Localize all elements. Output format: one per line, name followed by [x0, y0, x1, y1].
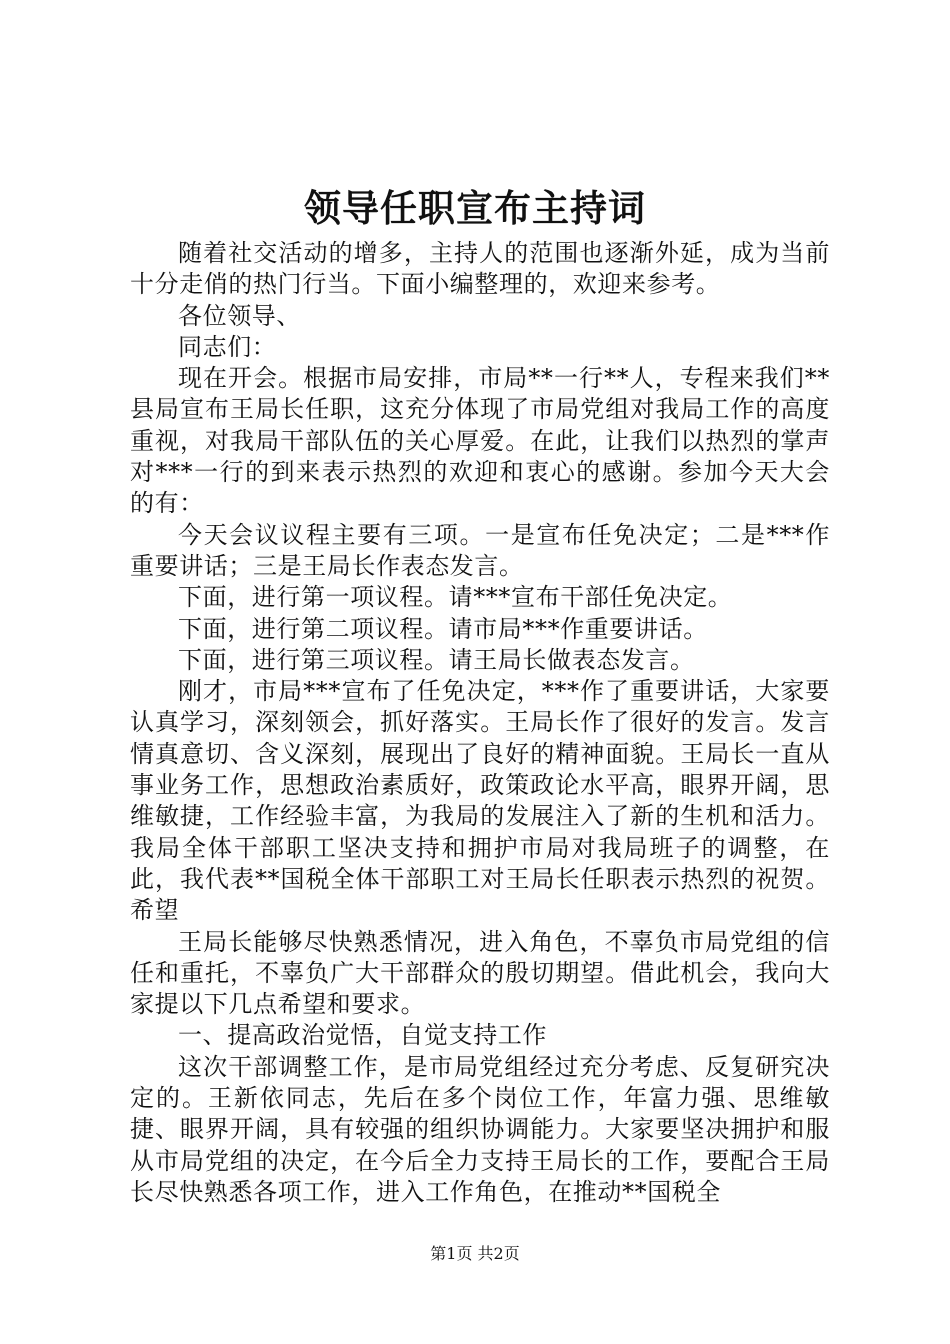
paragraph-agenda-item-3: 下面，进行第三项议程。请王局长做表态发言。	[178, 645, 695, 674]
section-heading-1: 一、提高政治觉悟，自觉支持工作	[178, 1021, 547, 1050]
paragraph-opening: 现在开会。根据市局安排，市局**一行**人，专程来我们**县局宣布王局长任职，这充分体现了市局党组对我局工作的高度重视，对我局干部队伍的关心厚爱。在此，让我们以热烈的掌声对***一行的到来表示热烈的欢迎和衷心的感谢。参加今天大会的有：	[130, 364, 830, 518]
document-body	[130, 238, 830, 1208]
document-title: 领导任职宣布主持词	[304, 186, 646, 230]
page-footer: 第1页 共2页	[430, 1244, 520, 1263]
paragraph-salutation-leaders: 各位领导、	[178, 301, 301, 330]
paragraph-agenda-item-1: 下面，进行第一项议程。请***宣布干部任免决定。	[178, 583, 733, 612]
paragraph-summary: 刚才，市局***宣布了任免决定，***作了重要讲话，大家要认真学习，深刻领会，抓好落实。王局长作了很好的发言。发言情真意切、含义深刻，展现出了良好的精神面貌。王局长一直从事业务工作，思想政治素质好，政策政论水平高，眼界开阔，思维敏捷，工作经验丰富，为我局的发展注入了新的生机和活力。我局全体干部职工坚决支持和拥护市局对我局班子的调整，在此，我代表**国税全体干部职工对王局长任职表示热烈的祝贺。希望	[130, 677, 830, 925]
paragraph-agenda-item-2: 下面，进行第二项议程。请市局***作重要讲话。	[178, 614, 708, 643]
paragraph-intro: 随着社交活动的增多，主持人的范围也逐渐外延，成为当前十分走俏的热门行当。下面小编整理的，欢迎来参考。	[130, 239, 830, 299]
paragraph-agenda: 今天会议议程主要有三项。一是宣布任免决定；二是***作重要讲话；三是王局长作表态发言。	[130, 520, 830, 580]
paragraph-section-1: 这次干部调整工作，是市局党组经过充分考虑、反复研究决定的。王新依同志，先后在多个岗位工作，年富力强、思维敏捷、眼界开阔，具有较强的组织协调能力。大家要坚决拥护和服从市局党组的决定，在今后全力支持王局长的工作，要配合王局长尽快熟悉各项工作，进入工作角色，在推动**国税全	[130, 1052, 830, 1206]
paragraph-expectations: 王局长能够尽快熟悉情况，进入角色，不辜负市局党组的信任和重托，不辜负广大干部群众的殷切期望。借此机会，我向大家提以下几点希望和要求。	[130, 927, 830, 1019]
paragraph-salutation-comrades: 同志们：	[178, 332, 277, 361]
